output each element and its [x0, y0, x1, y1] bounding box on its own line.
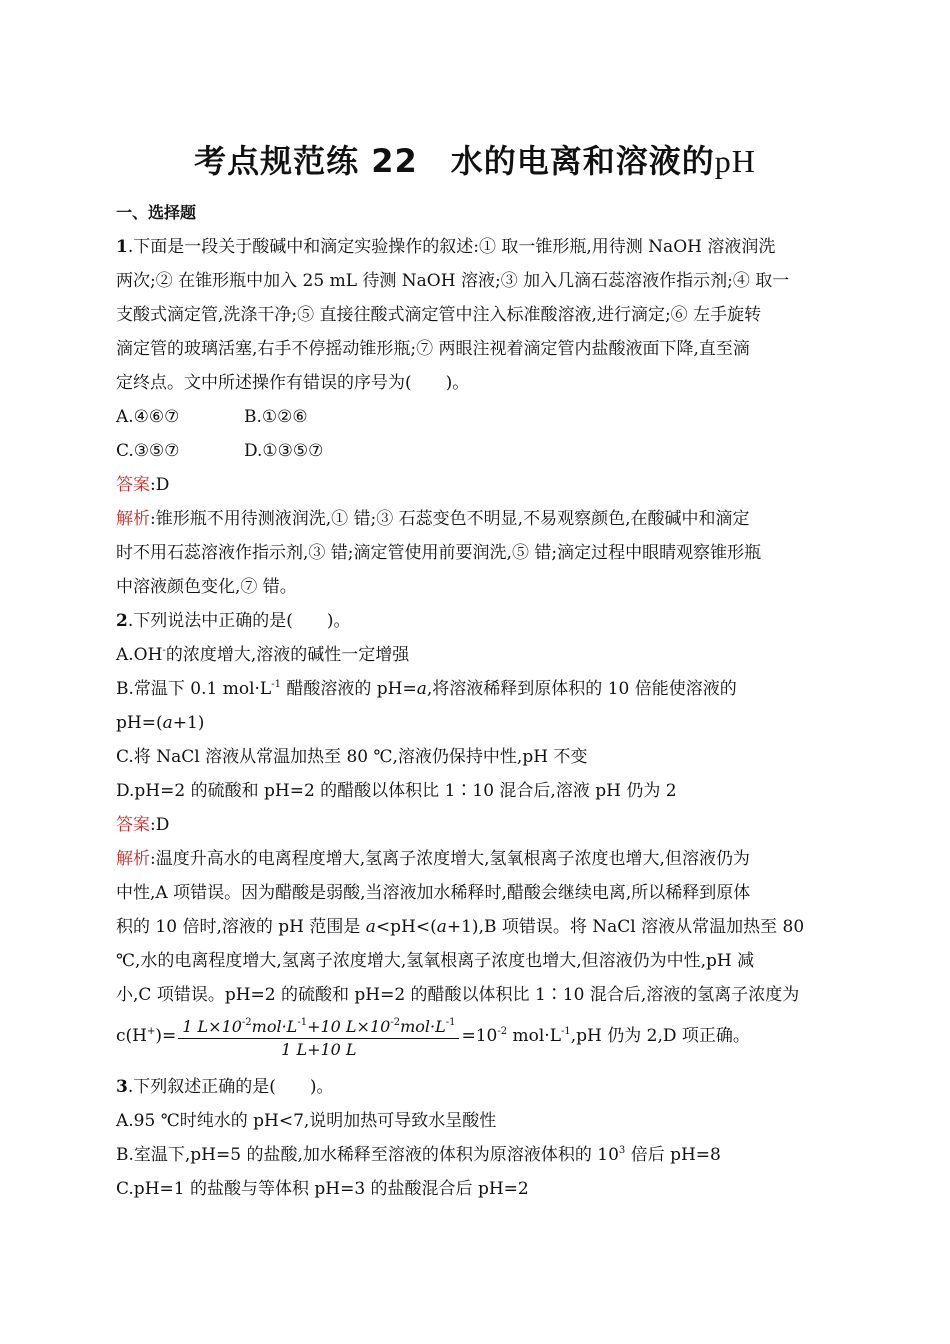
num-plus: +10 L×10 [307, 1017, 391, 1036]
q3-option-b [116, 1138, 836, 1172]
q2-opt-a-post: 的浓度增大,溶液的碱性一定增强 [165, 645, 410, 665]
q2-option-c: C.将 NaCl 溶液从常温加热至 80 ℃,溶液仍保持中性,pH 不变 [116, 747, 588, 767]
q1-option-b: B.①②⑥ [244, 407, 308, 427]
answer-value: :D [150, 475, 170, 495]
q2-analysis: ℃,水的电离程度增大,氢离子浓度增大,氢氧根离子浓度也增大,但溶液仍为中性,pH 减 [116, 951, 755, 971]
formula-tail: ,pH 仍为 2,D 项正确。 [570, 1026, 750, 1046]
title-text: 考点规范练 22 水的电离和溶液的 [194, 142, 715, 180]
num-mid2: mol·L [400, 1017, 446, 1036]
q2-opt-b-tail: ,将溶液稀释到原体积的 10 倍能使溶液的 [426, 679, 737, 699]
formula-unit-sup: -1 [560, 1026, 571, 1037]
q2-analysis [116, 842, 836, 876]
q1-line: 滴定管的玻璃活塞,右手不停摇动锥形瓶;⑦ 两眼注视着滴定管内盐酸液面下降,直至滴 [116, 339, 750, 359]
q1-number: 1 [116, 237, 128, 257]
num-e2: -1 [297, 1017, 308, 1028]
q3-text: .下列叙述正确的是( )。 [127, 1077, 334, 1097]
q2-analysis [116, 910, 836, 944]
q3-opt-b-sup: 3 [618, 1145, 626, 1156]
num-mid: mol·L [251, 1017, 298, 1036]
q1-options-ab [116, 400, 836, 434]
q2-formula [116, 1012, 836, 1070]
question-1 [116, 230, 836, 604]
q1-option-c: C.③⑤⑦ [116, 441, 180, 461]
q3-option-c: C.pH=1 的盐酸与等体积 pH=3 的盐酸混合后 pH=2 [116, 1179, 529, 1199]
analysis-text: :锥形瓶不用待测液润洗,① 错;③ 石蕊变色不明显,不易观察颜色,在酸碱中和滴定 [150, 509, 750, 529]
q2-opt-b2-var: a [162, 713, 173, 733]
question-2 [116, 604, 836, 1070]
q2-stem [116, 604, 836, 638]
num-e3: -2 [390, 1017, 401, 1028]
q1-analysis: 时不用石蕊溶液作指示剂,③ 错;滴定管使用前要润洗,⑤ 错;滴定过程中眼睛观察锥形瓶 [116, 543, 762, 563]
q2-opt-b2-post: +1) [172, 713, 205, 733]
q2-opt-b2-pre: pH=( [116, 713, 163, 733]
q2-an3-mid: <pH<( [375, 917, 437, 937]
q2-number: 2 [116, 611, 128, 631]
title-ph: pH [714, 143, 756, 179]
answer-label: 答案 [116, 815, 150, 835]
q1-line: 定终点。文中所述操作有错误的序号为( )。 [116, 373, 470, 393]
q2-an3-var: a [365, 917, 376, 937]
q3-option-a: A.95 ℃时纯水的 pH<7,说明加热可导致水呈酸性 [116, 1111, 497, 1131]
question-3 [116, 1070, 836, 1206]
q1-option-a: A.④⑥⑦ [116, 407, 180, 427]
q2-analysis: 中性,A 项错误。因为醋酸是弱酸,当溶液加水稀释时,醋酸会继续电离,所以稀释到原体 [116, 883, 751, 903]
formula-h-sup: + [146, 1026, 156, 1037]
q1-answer [116, 468, 836, 502]
num-e4: -1 [445, 1017, 456, 1028]
formula-c: c(H [116, 1026, 147, 1046]
analysis-label: 解析 [116, 509, 150, 529]
formula-numerator [178, 1012, 459, 1039]
q2-opt-b-pre: B.常温下 0.1 mol·L [116, 679, 272, 699]
answer-label: 答案 [116, 475, 150, 495]
q2-an3-var2: a [436, 917, 447, 937]
q2-option-b [116, 672, 836, 706]
q2-opt-a-sup: - [162, 645, 166, 656]
q2-opt-a-pre: A.OH [116, 645, 163, 665]
formula-fraction [178, 1012, 459, 1061]
q2-opt-b-post: 醋酸溶液的 pH= [280, 679, 417, 699]
q3-stem [116, 1070, 836, 1104]
q2-analysis: 小,C 项错误。pH=2 的硫酸和 pH=2 的醋酸以体积比 1∶10 混合后,溶液的氢离子浓度为 [116, 985, 800, 1005]
q1-analysis [116, 502, 836, 536]
q1-line: 支酸式滴定管,洗涤干净;⑤ 直接往酸式滴定管中注入标准酸溶液,进行滴定;⑥ 左手旋转 [116, 305, 762, 325]
q3-opt-b-pre: B.室温下,pH=5 的盐酸,加水稀释至溶液的体积为原溶液体积的 10 [116, 1145, 619, 1165]
num-a: 1 L×10 [182, 1017, 242, 1036]
q2-opt-b-sup: -1 [271, 679, 281, 690]
q2-an3-post: +1),B 项错误。将 NaCl 溶液从常温加热至 80 [446, 917, 805, 937]
q2-answer [116, 808, 836, 842]
q3-opt-b-post: 倍后 pH=8 [625, 1145, 721, 1165]
q2-text: .下列说法中正确的是( )。 [127, 611, 351, 631]
q3-number: 3 [116, 1077, 128, 1097]
q2-option-d: D.pH=2 的硫酸和 pH=2 的醋酸以体积比 1∶10 混合后,溶液 pH 仍为 2 [116, 781, 677, 801]
formula-eq: )= [155, 1026, 177, 1046]
formula-denominator: 1 L+10 L [281, 1040, 357, 1059]
q1-analysis: 中溶液颜色变化,⑦ 错。 [116, 577, 297, 597]
section-heading: 一、选择题 [116, 203, 197, 222]
q2-opt-b-var: a [416, 679, 427, 699]
analysis-label: 解析 [116, 849, 150, 869]
q1-options-cd [116, 434, 836, 468]
q1-line: 两次;② 在锥形瓶中加入 25 mL 待测 NaOH 溶液;③ 加入几滴石蕊溶液作指示剂;④ 取一 [116, 271, 790, 291]
page-title [0, 136, 950, 182]
formula-unit: mol·L [507, 1026, 561, 1046]
q2-option-a [116, 638, 836, 672]
q1-line [116, 230, 836, 264]
formula-result-sup: -2 [497, 1026, 508, 1037]
q1-option-d: D.①③⑤⑦ [244, 441, 324, 461]
q2-an3-pre: 积的 10 倍时,溶液的 pH 范围是 [116, 917, 366, 937]
analysis-text: :温度升高水的电离程度增大,氢离子浓度增大,氢氧根离子浓度也增大,但溶液仍为 [150, 849, 750, 869]
q1-text: .下面是一段关于酸碱中和滴定实验操作的叙述:① 取一锥形瓶,用待测 NaOH 溶液润洗 [127, 237, 776, 257]
answer-value: :D [150, 815, 170, 835]
num-e1: -2 [241, 1017, 252, 1028]
q2-option-b-cont [116, 706, 836, 740]
formula-result: =10 [461, 1026, 498, 1046]
content [116, 196, 836, 1206]
